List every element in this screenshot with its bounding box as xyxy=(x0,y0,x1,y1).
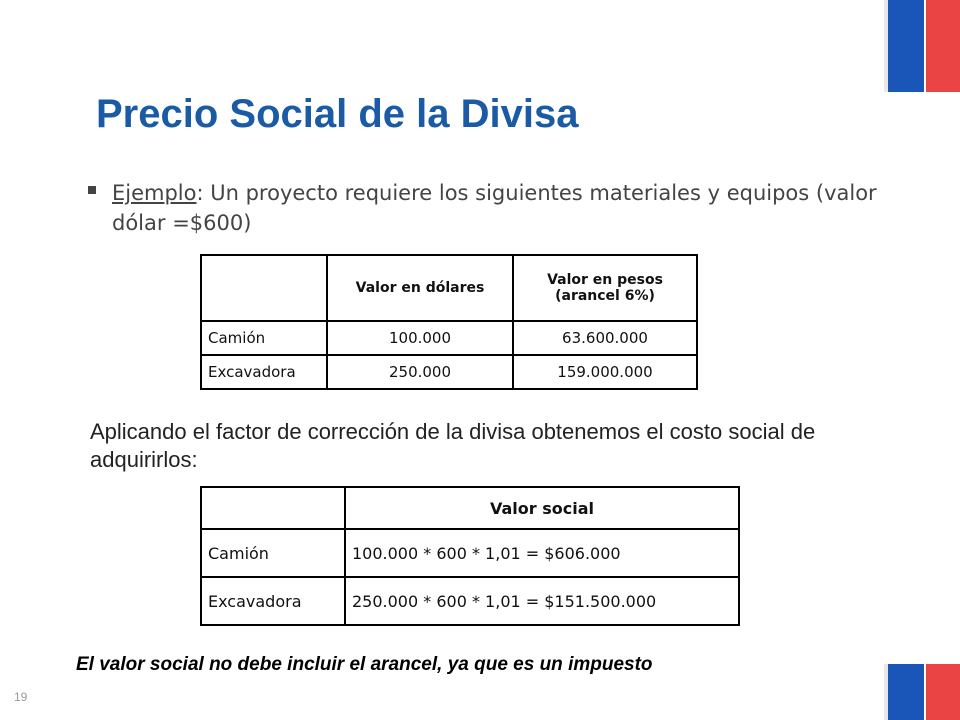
table-cell: 250.000 * 600 * 1,01 = $151.500.000 xyxy=(345,577,739,625)
slide-title: Precio Social de la Divisa xyxy=(96,92,579,136)
table-cell: Camión xyxy=(201,321,327,355)
table-header-cell: Valor social xyxy=(345,487,739,529)
table-header-cell xyxy=(201,487,345,529)
explanation-paragraph: Aplicando el factor de corrección de la divisa obtenemos el costo social de adquirirlos: xyxy=(90,419,816,472)
table-row xyxy=(201,355,697,389)
footnote: El valor social no debe incluir el arancel, ya que es un impuesto xyxy=(76,654,653,675)
social-value-table xyxy=(200,486,740,626)
table-cell: 100.000 * 600 * 1,01 = $606.000 xyxy=(345,529,739,577)
page-number: 19 xyxy=(14,690,28,704)
table-cell: 159.000.000 xyxy=(513,355,697,389)
table-row xyxy=(201,529,739,577)
table-header-cell xyxy=(201,255,327,321)
flag-decoration-top xyxy=(884,0,960,92)
table-header-cell: Valor en pesos (arancel 6%) xyxy=(513,255,697,321)
table-row xyxy=(201,577,739,625)
bullet-square-icon xyxy=(88,186,96,194)
table-cell: Excavadora xyxy=(201,577,345,625)
bullet-text: : Un proyecto requiere los siguientes materiales y equipos (valor dólar =$600) xyxy=(112,181,877,235)
table-cell: Camión xyxy=(201,529,345,577)
bullet-label: Ejemplo xyxy=(112,181,197,205)
prices-table xyxy=(200,254,698,390)
table-cell: 250.000 xyxy=(327,355,513,389)
table-header-row xyxy=(201,487,739,529)
table-row xyxy=(201,321,697,355)
table-header-cell: Valor en dólares xyxy=(327,255,513,321)
flag-decoration-bottom xyxy=(884,664,960,720)
table-cell: Excavadora xyxy=(201,355,327,389)
table-cell: 100.000 xyxy=(327,321,513,355)
table-header-row xyxy=(201,255,697,321)
table-cell: 63.600.000 xyxy=(513,321,697,355)
bullet-point xyxy=(88,178,908,238)
